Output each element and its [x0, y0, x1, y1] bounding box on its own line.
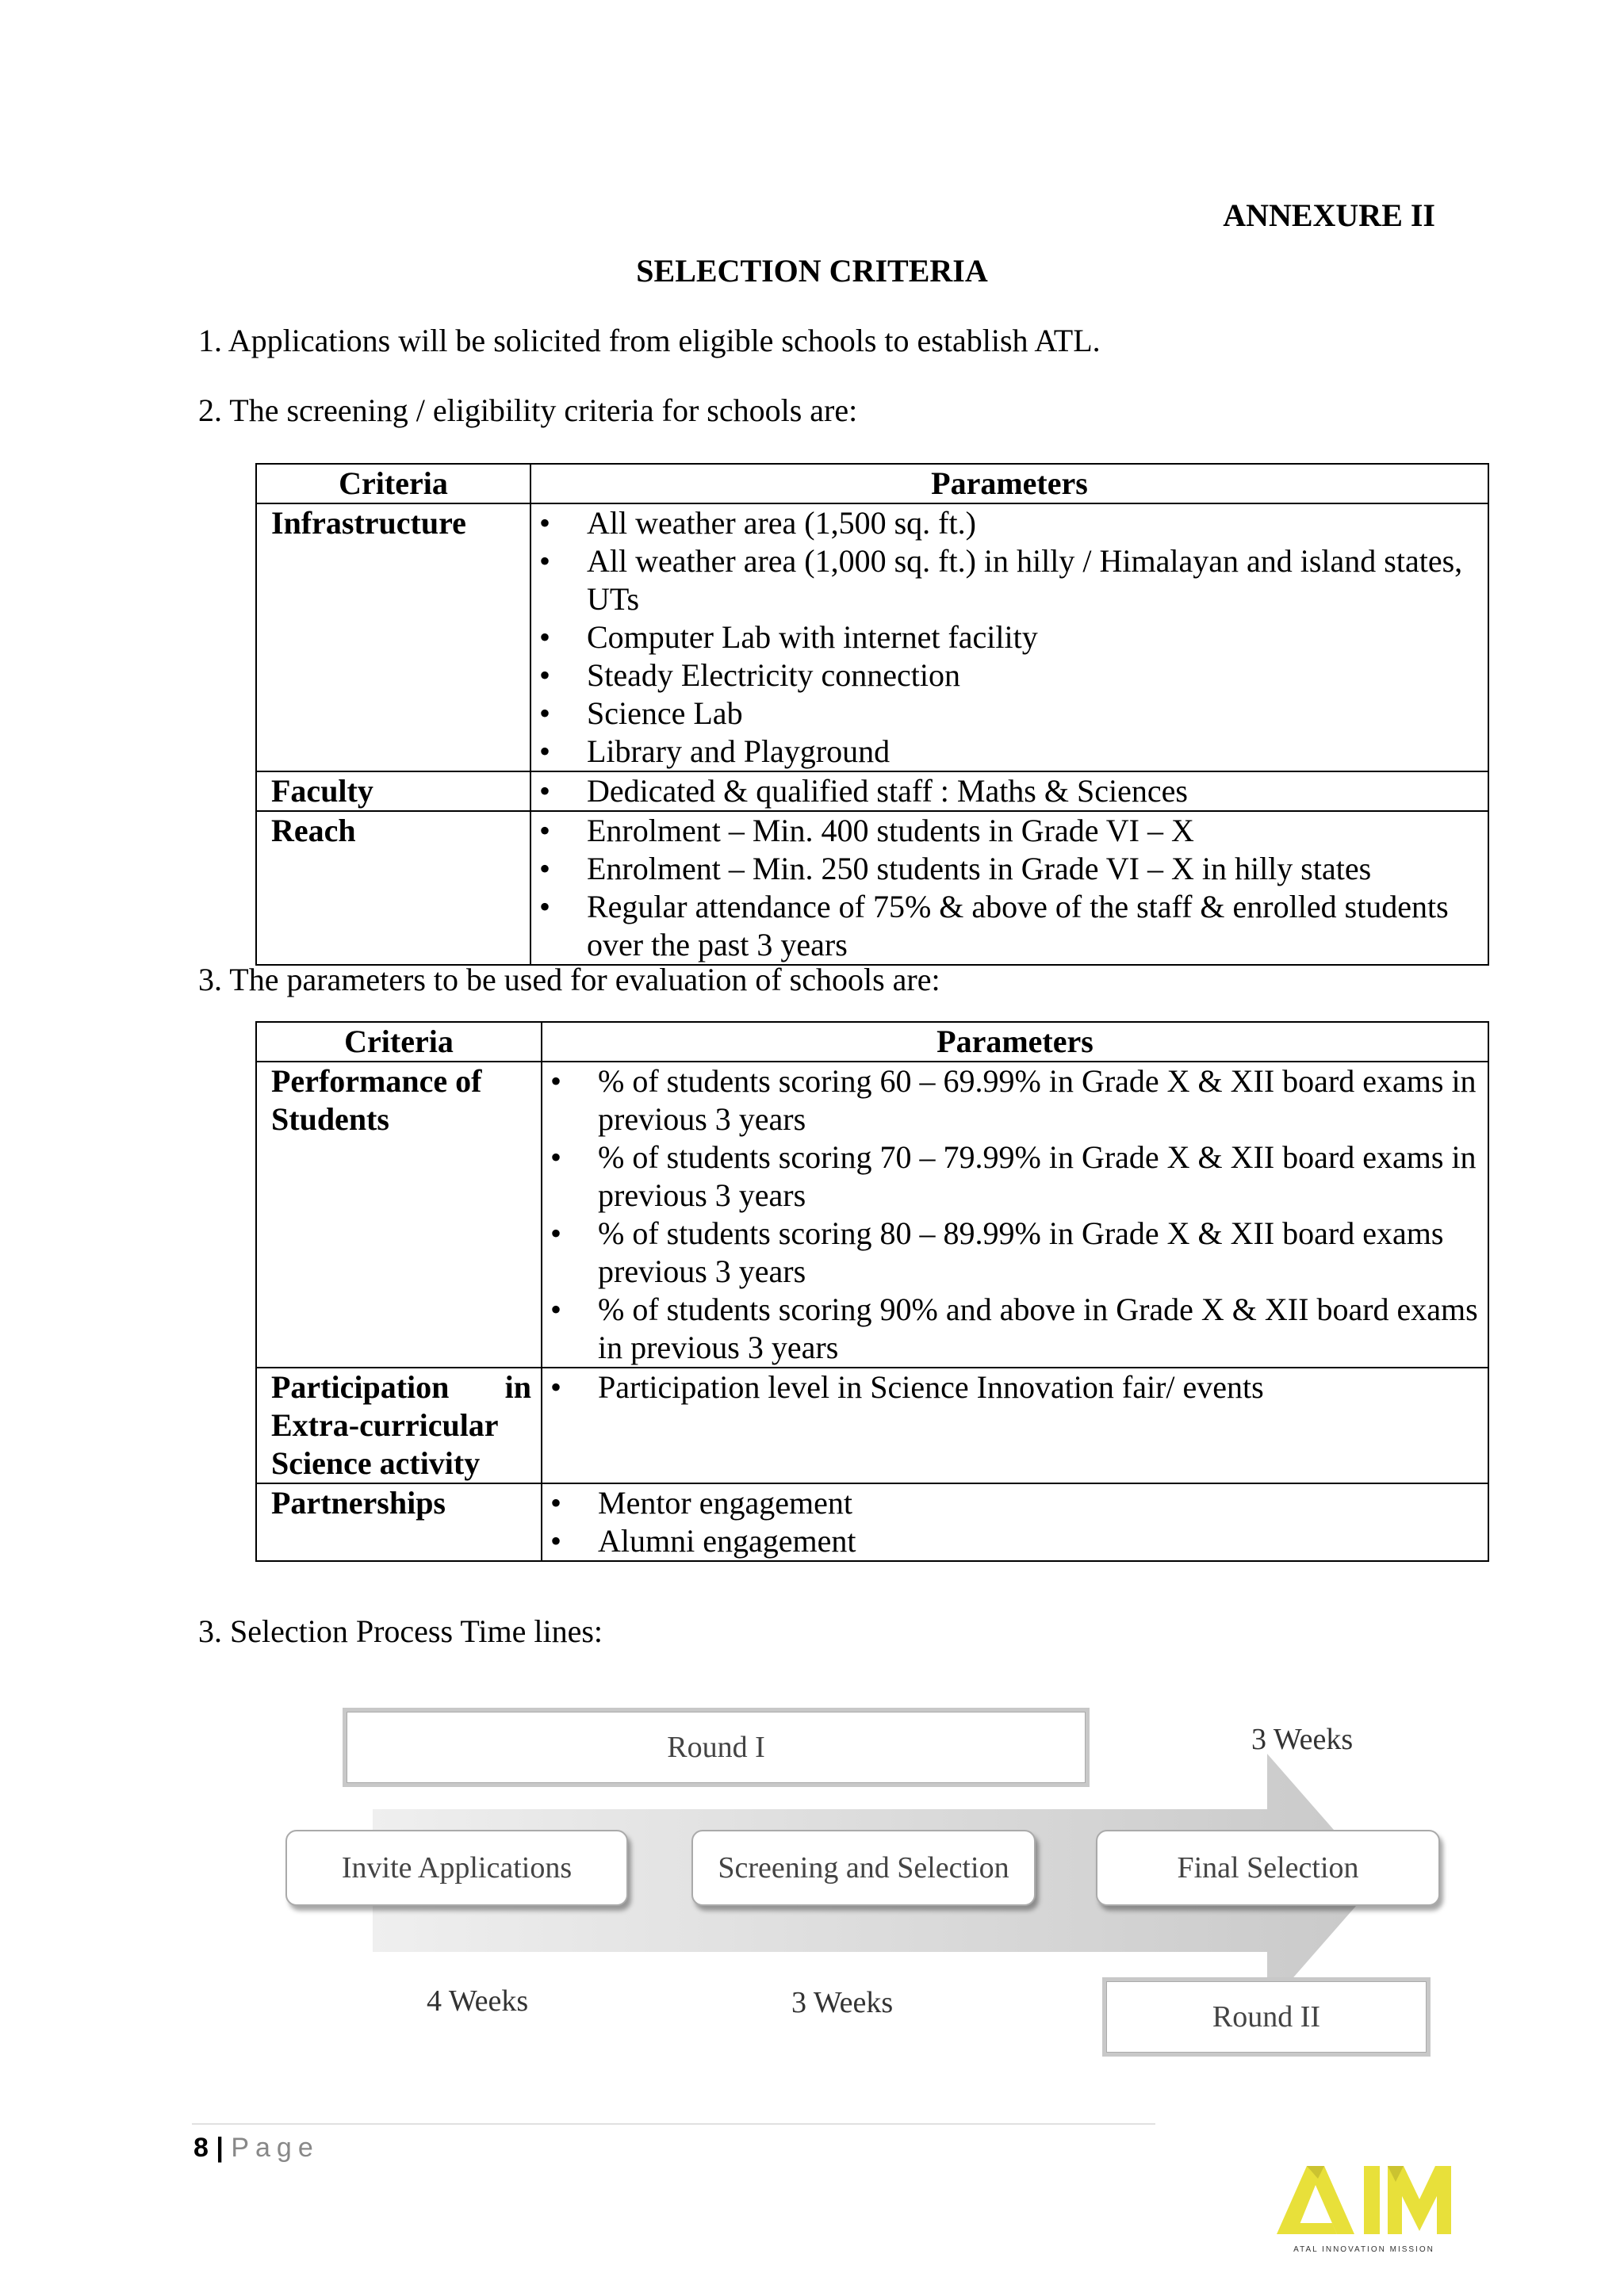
- round-1-box: Round I: [343, 1708, 1090, 1787]
- paragraph-2: 2. The screening / eligibility criteria for schools are:: [198, 392, 858, 428]
- list-item: • % of students scoring 70 – 79.99% in Grade X & XII board exams in previous 3 years: [550, 1138, 1478, 1215]
- criteria-line: Science activity: [271, 1445, 481, 1481]
- criteria-faculty: Faculty: [256, 771, 530, 811]
- paragraph-1: 1. Applications will be solicited from eligible schools to establish ATL.: [198, 323, 1101, 358]
- criteria-line: Participation in: [271, 1369, 531, 1405]
- annexure-heading: ANNEXURE II: [1223, 197, 1435, 233]
- page-word: Page: [231, 2133, 320, 2163]
- list-item: • Mentor engagement: [550, 1484, 1478, 1522]
- header-parameters: Parameters: [530, 464, 1488, 503]
- page-number: [193, 2133, 320, 2164]
- list-item: • Enrolment – Min. 250 students in Grade VI – X in hilly states: [539, 850, 1478, 888]
- criteria-performance: Performance of Students: [256, 1062, 542, 1368]
- page-number-value: 8: [193, 2133, 209, 2163]
- list-item: • Dedicated & qualified staff : Maths & Sciences: [539, 772, 1478, 810]
- list-item: • All weather area (1,000 sq. ft.) in hilly / Himalayan and island states, UTs: [539, 542, 1478, 618]
- duration-label-2: 3 Weeks: [791, 1986, 894, 2019]
- page-separator: |: [216, 2133, 224, 2163]
- criteria-infrastructure: Infrastructure: [256, 503, 530, 771]
- page-title: SELECTION CRITERIA: [636, 253, 988, 289]
- logo-caption: ATAL INNOVATION MISSION: [1293, 2245, 1434, 2254]
- paragraph-4: 3. Selection Process Time lines:: [198, 1613, 603, 1649]
- list-item: • Steady Electricity connection: [539, 656, 1478, 695]
- list-item: • Enrolment – Min. 400 students in Grade VI – X: [539, 812, 1478, 850]
- list-item: • % of students scoring 80 – 89.99% in Grade X & XII board exams previous 3 years: [550, 1215, 1478, 1291]
- paragraph-3: 3. The parameters to be used for evaluation of schools are:: [198, 962, 940, 997]
- criteria-line: Extra-curricular: [271, 1407, 499, 1443]
- step-screening-selection: Screening and Selection: [691, 1830, 1036, 1906]
- header-parameters: Parameters: [542, 1022, 1488, 1062]
- list-item: • Participation level in Science Innovation fair/ events: [550, 1368, 1478, 1406]
- list-item: • Library and Playground: [539, 733, 1478, 771]
- list-item: • Alumni engagement: [550, 1522, 1478, 1560]
- criteria-partnerships: Partnerships: [256, 1483, 542, 1561]
- round-2-box: Round II: [1102, 1977, 1431, 2057]
- step-invite-applications: Invite Applications: [285, 1830, 628, 1906]
- step-final-selection: Final Selection: [1096, 1830, 1440, 1906]
- footer-divider: [192, 2123, 1155, 2125]
- list-item: • % of students scoring 90% and above in Grade X & XII board exams in previous 3 years: [550, 1291, 1478, 1367]
- list-item: • Science Lab: [539, 695, 1478, 733]
- aim-logo: [1269, 2155, 1459, 2256]
- list-item: • All weather area (1,500 sq. ft.): [539, 504, 1478, 542]
- list-item: • Computer Lab with internet facility: [539, 618, 1478, 656]
- list-item: • Regular attendance of 75% & above of the staff & enrolled students over the past 3 years: [539, 888, 1478, 964]
- duration-label-1: 4 Weeks: [427, 1984, 529, 2018]
- list-item: • % of students scoring 60 – 69.99% in Grade X & XII board exams in previous 3 years: [550, 1062, 1478, 1138]
- header-criteria: Criteria: [256, 464, 530, 503]
- duration-label-3: 3 Weeks: [1251, 1723, 1354, 1756]
- criteria-reach: Reach: [256, 811, 530, 965]
- header-criteria: Criteria: [256, 1022, 542, 1062]
